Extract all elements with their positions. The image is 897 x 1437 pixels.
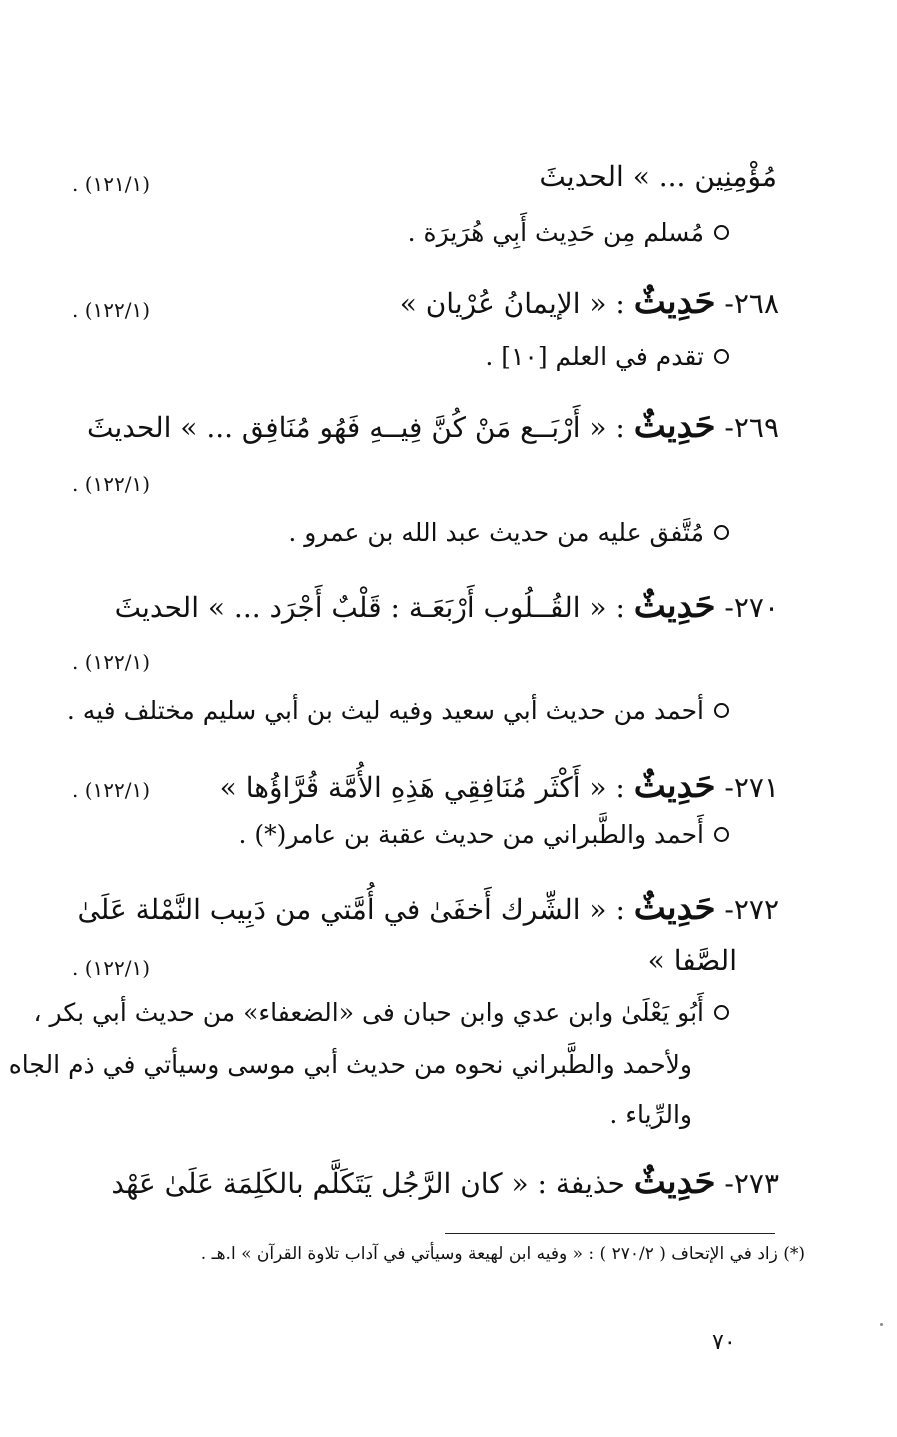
entry-272-note: أَبُو يَعْلَىٰ وابن عدي وابن حبان فى «الضعفاء» من حديث أبي بكر ، [34,998,729,1028]
entry-number: ٢٦٩- [724,411,779,444]
bullet-circle-icon [714,525,729,540]
entry-270-ref: (١٢٢/١) . [72,650,151,674]
entry-271-heading [220,766,779,807]
hadith-text: حذيفة : « كان الرَّجُل يَتَكَلَّم بالكَلِمَة عَلَىٰ عَهْد [111,1167,625,1200]
bullet-circle-icon [714,349,729,364]
hadith-keyword: حَدِيثٌ [633,406,716,446]
entry-number: ٢٦٨- [724,287,779,320]
scan-speck [880,1323,883,1326]
entry-267-ref: (١٢١/١) . [72,172,151,196]
entry-268-heading [400,282,779,323]
entry-273-heading [111,1162,779,1203]
entry-272-ref: (١٢٢/١) . [72,956,151,980]
hadith-text: : « الإيمانُ عُرْيان » [399,287,625,320]
entry-267-continuation: مُؤْمِنِين ... » الحديثَ [539,160,777,193]
entry-267-note: مُسلم مِن حَدِيث أَبِي هُرَيرَة . [408,218,729,248]
entry-269-note: مُتَّفق عليه من حديث عبد الله بن عمرو . [288,518,729,548]
entry-271-ref: (١٢٢/١) . [72,778,151,802]
hadith-keyword: حَدِيثٌ [633,766,716,806]
entry-269-ref: (١٢٢/١) . [72,472,151,496]
hadith-keyword: حَدِيثٌ [633,586,716,626]
hadith-text: : « القُــلُوب أَرْبَعَـة : قَلْبٌ أَجْرَد ... » الحديثَ [114,591,625,624]
entry-number: ٢٧١- [724,771,779,804]
page-number: ٧٠ [712,1330,736,1355]
bullet-circle-icon [714,827,729,842]
bullet-circle-icon [714,1005,729,1020]
entry-number: ٢٧٠- [724,591,779,624]
footnote-rule [445,1233,775,1234]
entry-271-note: أَحمد والطَّبراني من حديث عقبة بن عامر(*) . [238,820,729,850]
hadith-keyword: حَدِيثٌ [633,282,716,322]
entry-number: ٢٧٣- [724,1167,779,1200]
bullet-circle-icon [714,225,729,240]
entry-number: ٢٧٢- [724,893,779,926]
hadith-text: : « أَرْبَــع مَنْ كُنَّ فِيــهِ فَهُو مُنَافِق ... » الحديثَ [87,411,625,444]
entry-268-ref: (١٢٢/١) . [72,298,151,322]
entry-272-note-line3: والرِّياء . [609,1100,692,1129]
entry-270-heading [115,586,779,627]
entry-272-note-line2: ولأحمد والطَّبراني نحوه من حديث أبي موسى وسيأتي في ذم الجاه [8,1050,692,1079]
hadith-keyword: حَدِيثٌ [633,888,716,928]
hadith-keyword: حَدِيثٌ [633,1162,716,1202]
hadith-text: : « الشِّرك أَخفَىٰ في أُمَّتي من دَبِيب النَّمْلة عَلَىٰ [77,893,625,926]
footnote: (*) زاد في الإتحاف ( ٢٧٠/٢ ) : « وفيه ابن لهيعة وسيأتي في آداب تلاوة القرآن » ا.هـ . [200,1244,805,1264]
entry-270-note: أحمد من حديث أبي سعيد وفيه ليث بن أبي سليم مختلف فيه . [67,696,729,726]
entry-269-heading [87,406,779,447]
bullet-circle-icon [714,703,729,718]
entry-272-heading [77,888,779,929]
hadith-text: : « أَكْثَر مُنَافِقِي هَذِهِ الأُمَّة قُرَّاؤُها » [219,771,625,804]
entry-272-heading-line2: الصَّفا » [647,944,737,977]
entry-268-note: تقدم في العلم [١٠] . [485,342,729,372]
